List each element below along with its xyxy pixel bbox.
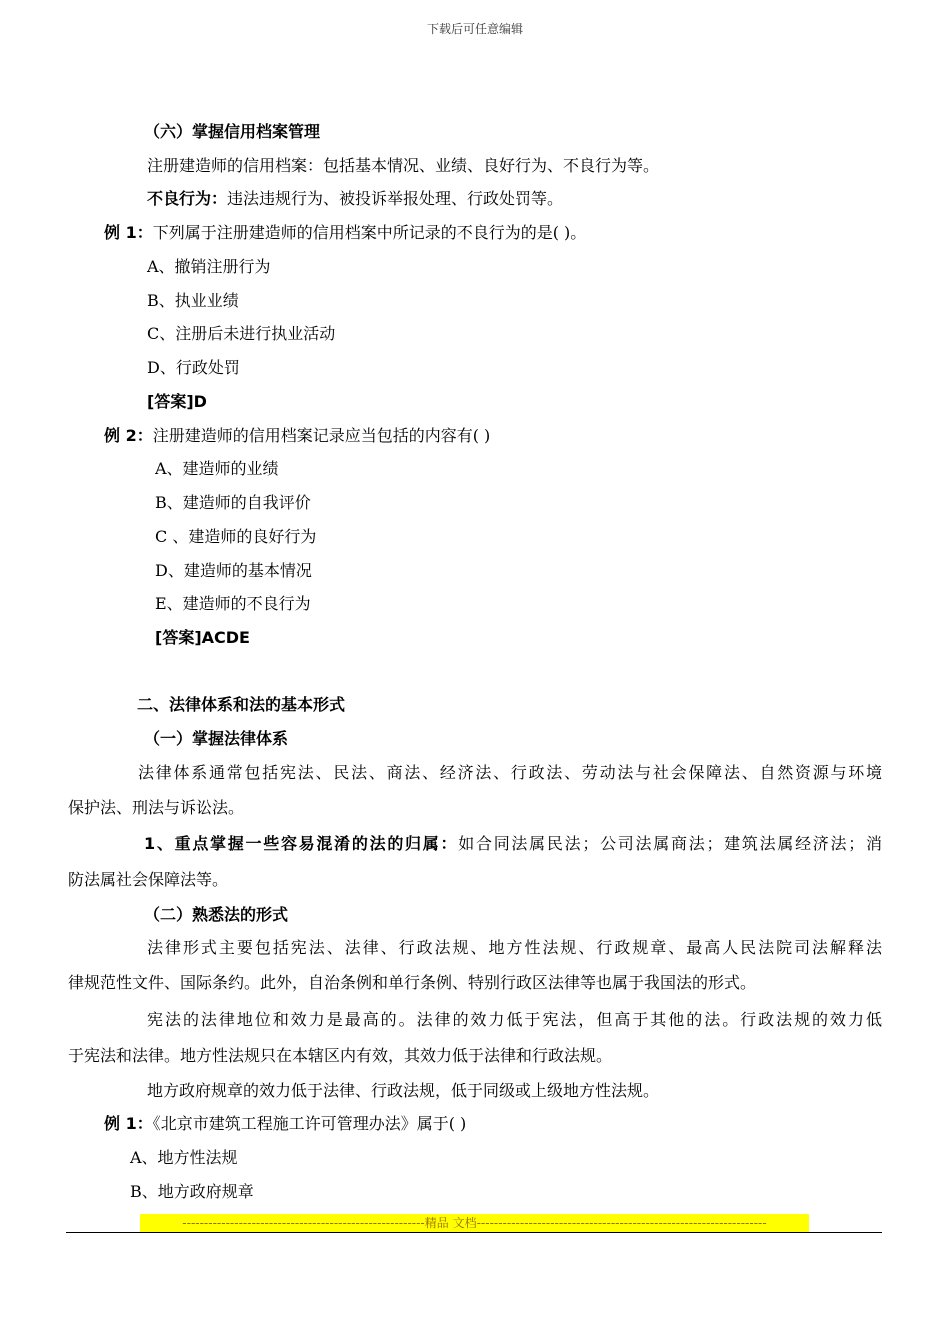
example-label: 例 1： (104, 1114, 153, 1133)
example-question (104, 1113, 466, 1135)
example-question-text: 注册建造师的信用档案记录应当包括的内容有( ) (152, 426, 491, 445)
footer-divider (66, 1232, 882, 1233)
option-a: A、地方性法规 (130, 1148, 238, 1167)
paragraph-line: 保护法、刑法与诉讼法。 (68, 798, 245, 817)
option-a: A、建造师的业绩 (155, 459, 279, 478)
option-b: B、执业业绩 (147, 291, 239, 310)
bad-behavior-line (147, 188, 563, 210)
footer-watermark: --------------------------------------------------------精品 文档------------------------------------------------------------------- (140, 1214, 809, 1232)
option-c: C 、建造师的良好行为 (155, 527, 317, 546)
example-question (104, 425, 490, 447)
bad-behavior-label: 不良行为： (147, 189, 228, 208)
paragraph-line: 法律体系通常包括宪法、民法、商法、经济法、行政法、劳动法与社会保障法、自然资源与环境 (138, 763, 882, 782)
paragraph-line: 法律形式主要包括宪法、法律、行政法规、地方性法规、行政规章、最高人民法院司法解释法 (147, 938, 882, 957)
example-question-text: 《北京市建筑工程施工许可管理办法》属于( ) (152, 1114, 467, 1133)
option-c: C、注册后未进行执业活动 (147, 324, 336, 343)
paragraph-line: 于宪法和法律。地方性法规只在本辖区内有效，其效力低于法律和行政法规。 (68, 1046, 613, 1065)
paragraph-line: 律规范性文件、国际条约。此外，自治条例和单行条例、特别行政区法律等也属于我国法的形式。 (68, 973, 757, 992)
option-a: A、撤销注册行为 (147, 257, 271, 276)
example-label: 例 1： (104, 223, 153, 242)
option-d: D、行政处罚 (147, 358, 240, 377)
paragraph-line: 防法属社会保障法等。 (68, 870, 229, 889)
example-question (104, 222, 586, 244)
section-heading-legal-system: 二、法律体系和法的基本形式 (137, 695, 346, 714)
paragraph-line: 宪法的法律地位和效力是最高的。法律的效力低于宪法，但高于其他的法。行政法规的效力低 (147, 1010, 882, 1029)
option-e: E、建造师的不良行为 (155, 594, 311, 613)
paragraph-line: 地方政府规章的效力低于法律、行政法规，低于同级或上级地方性法规。 (147, 1081, 660, 1100)
option-b: B、地方政府规章 (130, 1182, 254, 1201)
emphasis-text: 1、重点掌握一些容易混淆的法的归属： (144, 834, 459, 853)
example-label: 例 2： (104, 426, 153, 445)
page-header-note: 下载后可任意编辑 (426, 22, 523, 36)
credit-file-description: 注册建造师的信用档案：包括基本情况、业绩、良好行为、不良行为等。 (147, 156, 660, 175)
option-b: B、建造师的自我评价 (155, 493, 311, 512)
paragraph-line (144, 833, 882, 855)
option-d: D、建造师的基本情况 (155, 561, 312, 580)
section-heading-credit-file: （六）掌握信用档案管理 (144, 122, 321, 141)
paragraph-text: 如合同法属民法；公司法属商法；建筑法属经济法；消 (458, 834, 882, 853)
bad-behavior-text: 违法违规行为、被投诉举报处理、行政处罚等。 (227, 189, 564, 208)
answer: [答案]ACDE (155, 628, 250, 647)
example-question-text: 下列属于注册建造师的信用档案中所记录的不良行为的是( )。 (152, 223, 587, 242)
subheading-legal-forms: （二）熟悉法的形式 (144, 905, 289, 924)
answer: [答案]D (147, 392, 207, 411)
subheading-legal-system: （一）掌握法律体系 (144, 729, 289, 748)
